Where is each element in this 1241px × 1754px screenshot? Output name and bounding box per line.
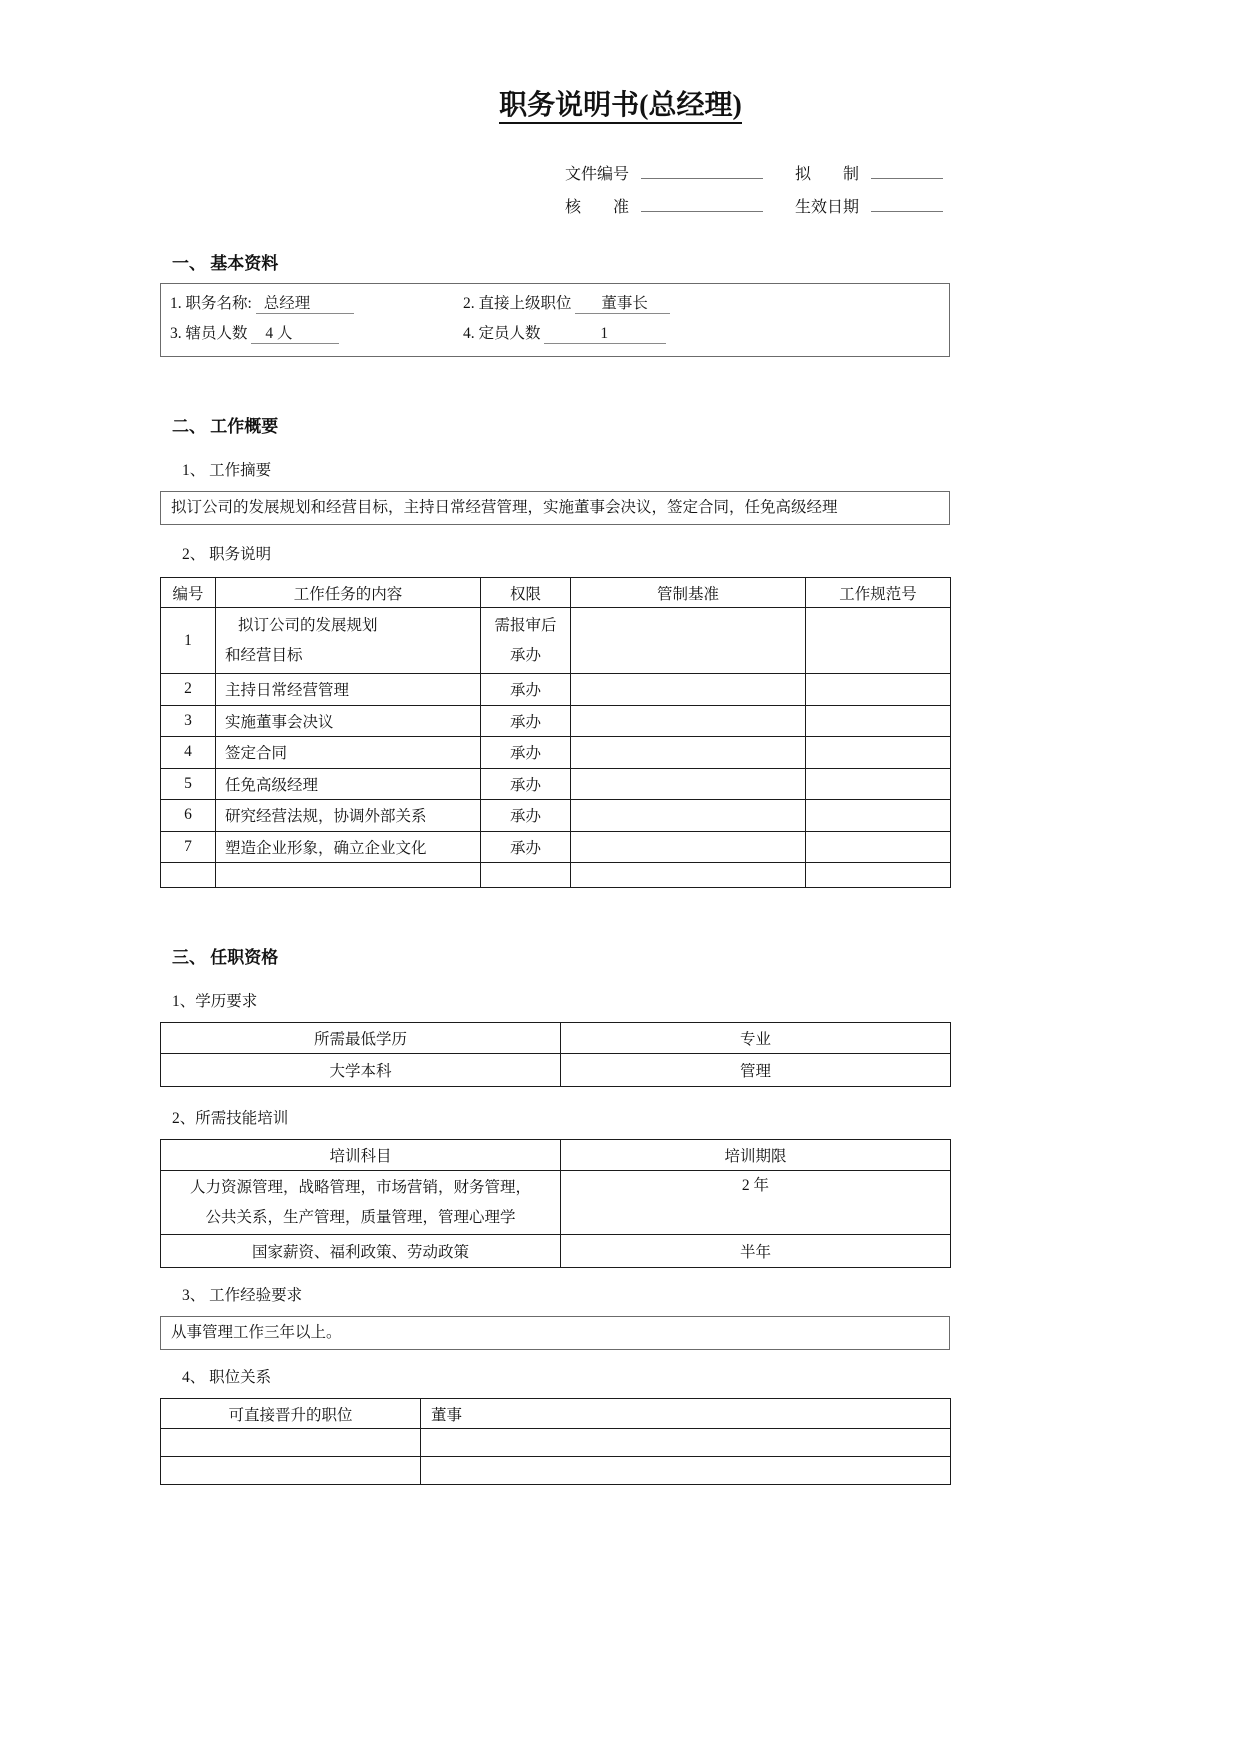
row-number — [161, 863, 216, 888]
table-row — [161, 768, 951, 800]
subheading-position-relation: 4、 职位关系 — [182, 1369, 272, 1386]
empty-cell — [161, 1429, 421, 1457]
duties-table — [160, 577, 951, 888]
col-header-min-degree: 所需最低学历 — [161, 1023, 561, 1054]
task-cell: 实施董事会决议 — [216, 705, 481, 737]
table-row — [161, 800, 951, 832]
basic-info-box — [160, 283, 950, 357]
table-row — [161, 1399, 951, 1429]
table-row-empty — [161, 1457, 951, 1485]
spec-cell — [806, 674, 951, 706]
approved-by-blank — [641, 193, 763, 212]
basic-info-cell — [463, 289, 949, 319]
task-cell — [216, 608, 481, 674]
row-number: 4 — [161, 737, 216, 769]
headcount-label: 4. 定员人数 — [463, 325, 541, 342]
row-number: 6 — [161, 800, 216, 832]
authority-line: 需报审后 — [494, 616, 557, 634]
subordinates-value: 4 人 — [251, 325, 338, 344]
col-header-task: 工作任务的内容 — [216, 578, 481, 608]
standard-cell — [571, 737, 806, 769]
section-heading-basic-info: 一、 基本资料 — [172, 254, 279, 273]
section-heading-work-overview: 二、 工作概要 — [172, 417, 279, 436]
superior-position-value: 董事长 — [575, 295, 670, 314]
authority-cell — [481, 608, 571, 674]
basic-info-cell — [161, 289, 463, 319]
superior-position-label: 2. 直接上级职位 — [463, 295, 572, 312]
authority-cell: 承办 — [481, 674, 571, 706]
page-title — [160, 88, 1081, 124]
col-header-major: 专业 — [561, 1023, 951, 1054]
doc-number-blank — [641, 160, 763, 179]
header-fields — [565, 160, 1081, 226]
task-cell: 签定合同 — [216, 737, 481, 769]
spec-cell — [806, 768, 951, 800]
col-header-authority: 权限 — [481, 578, 571, 608]
table-row — [161, 831, 951, 863]
table-row-empty — [161, 1429, 951, 1457]
basic-info-row-2 — [161, 319, 949, 349]
col-header-subject: 培训科目 — [161, 1140, 561, 1171]
drafted-by-blank — [871, 160, 943, 179]
promotion-position-header: 可直接晋升的职位 — [161, 1399, 421, 1429]
row-number: 5 — [161, 768, 216, 800]
task-cell — [216, 863, 481, 888]
row-number: 1 — [161, 608, 216, 674]
standard-cell — [571, 608, 806, 674]
table-row — [161, 737, 951, 769]
subheading-work-summary: 1、 工作摘要 — [182, 462, 272, 479]
effective-date-label: 生效日期 — [795, 199, 860, 216]
subheading-experience: 3、 工作经验要求 — [182, 1287, 303, 1304]
subheading-training: 2、所需技能培训 — [172, 1110, 289, 1127]
table-row — [161, 1171, 951, 1235]
row-number: 2 — [161, 674, 216, 706]
authority-cell: 承办 — [481, 768, 571, 800]
col-header-spec: 工作规范号 — [806, 578, 951, 608]
training-header-row — [161, 1140, 951, 1171]
subheading-duty-description: 2、 职务说明 — [182, 546, 272, 563]
table-row — [161, 608, 951, 674]
header-line-2 — [565, 193, 1081, 226]
job-title-value: 总经理 — [256, 295, 355, 314]
authority-line: 承办 — [509, 646, 541, 664]
standard-cell — [571, 674, 806, 706]
headcount-value: 1 — [544, 325, 666, 344]
col-header-duration: 培训期限 — [561, 1140, 951, 1171]
authority-cell: 承办 — [481, 831, 571, 863]
spec-cell — [806, 863, 951, 888]
col-header-standard: 管制基准 — [571, 578, 806, 608]
job-title-label: 1. 职务名称: — [170, 295, 252, 312]
subordinates-label: 3. 辖员人数 — [170, 325, 248, 342]
standard-cell — [571, 705, 806, 737]
spec-cell — [806, 705, 951, 737]
duties-header-row — [161, 578, 951, 608]
spec-cell — [806, 608, 951, 674]
work-summary-box: 拟订公司的发展规划和经营目标，主持日常经营管理，实施董事会决议，签定合同，任免高级经理 — [160, 491, 950, 525]
header-line-1 — [565, 160, 1081, 193]
row-number: 3 — [161, 705, 216, 737]
subheading-education: 1、学历要求 — [172, 993, 258, 1010]
row-number: 7 — [161, 831, 216, 863]
document-page — [160, 0, 1081, 1485]
col-header-number: 编号 — [161, 578, 216, 608]
spec-cell — [806, 800, 951, 832]
table-row — [161, 674, 951, 706]
training-subject-line: 人力资源管理，战略管理，市场营销，财务管理， — [189, 1178, 531, 1196]
authority-cell — [481, 863, 571, 888]
spec-cell — [806, 831, 951, 863]
table-row — [161, 1235, 951, 1268]
table-row — [161, 1054, 951, 1087]
table-row — [161, 705, 951, 737]
authority-cell: 承办 — [481, 737, 571, 769]
standard-cell — [571, 831, 806, 863]
training-duration-cell: 半年 — [561, 1235, 951, 1268]
training-subject-cell: 国家薪资、福利政策、劳动政策 — [161, 1235, 561, 1268]
education-table — [160, 1022, 951, 1087]
empty-cell — [421, 1457, 951, 1485]
task-cell: 研究经营法规，协调外部关系 — [216, 800, 481, 832]
basic-info-row-1 — [161, 289, 949, 319]
authority-cell: 承办 — [481, 705, 571, 737]
approved-by-label: 核 准 — [565, 199, 630, 216]
training-table — [160, 1139, 951, 1268]
effective-date-blank — [871, 193, 943, 212]
doc-number-label: 文件编号 — [565, 166, 630, 183]
training-duration-cell: 2 年 — [561, 1171, 951, 1235]
promotion-position-value: 董事 — [421, 1399, 951, 1429]
page-title-text: 职务说明书(总经理) — [499, 90, 742, 124]
education-header-row — [161, 1023, 951, 1054]
major-value: 管理 — [561, 1054, 951, 1087]
basic-info-cell — [161, 319, 463, 349]
experience-box: 从事管理工作三年以上。 — [160, 1316, 950, 1350]
standard-cell — [571, 863, 806, 888]
task-cell: 主持日常经营管理 — [216, 674, 481, 706]
task-line: 拟订公司的发展规划 — [238, 616, 378, 634]
standard-cell — [571, 768, 806, 800]
task-cell: 塑造企业形象，确立企业文化 — [216, 831, 481, 863]
min-degree-value: 大学本科 — [161, 1054, 561, 1087]
position-relation-table — [160, 1398, 951, 1485]
empty-cell — [421, 1429, 951, 1457]
training-subject-cell — [161, 1171, 561, 1235]
standard-cell — [571, 800, 806, 832]
training-subject-line: 公共关系，生产管理，质量管理，管理心理学 — [205, 1208, 516, 1226]
spec-cell — [806, 737, 951, 769]
authority-cell: 承办 — [481, 800, 571, 832]
empty-cell — [161, 1457, 421, 1485]
drafted-by-label: 拟 制 — [795, 166, 860, 183]
task-cell: 任免高级经理 — [216, 768, 481, 800]
basic-info-cell — [463, 319, 949, 349]
task-line: 和经营目标 — [225, 646, 303, 664]
section-heading-qualifications: 三、 任职资格 — [172, 948, 279, 967]
table-row-empty — [161, 863, 951, 888]
